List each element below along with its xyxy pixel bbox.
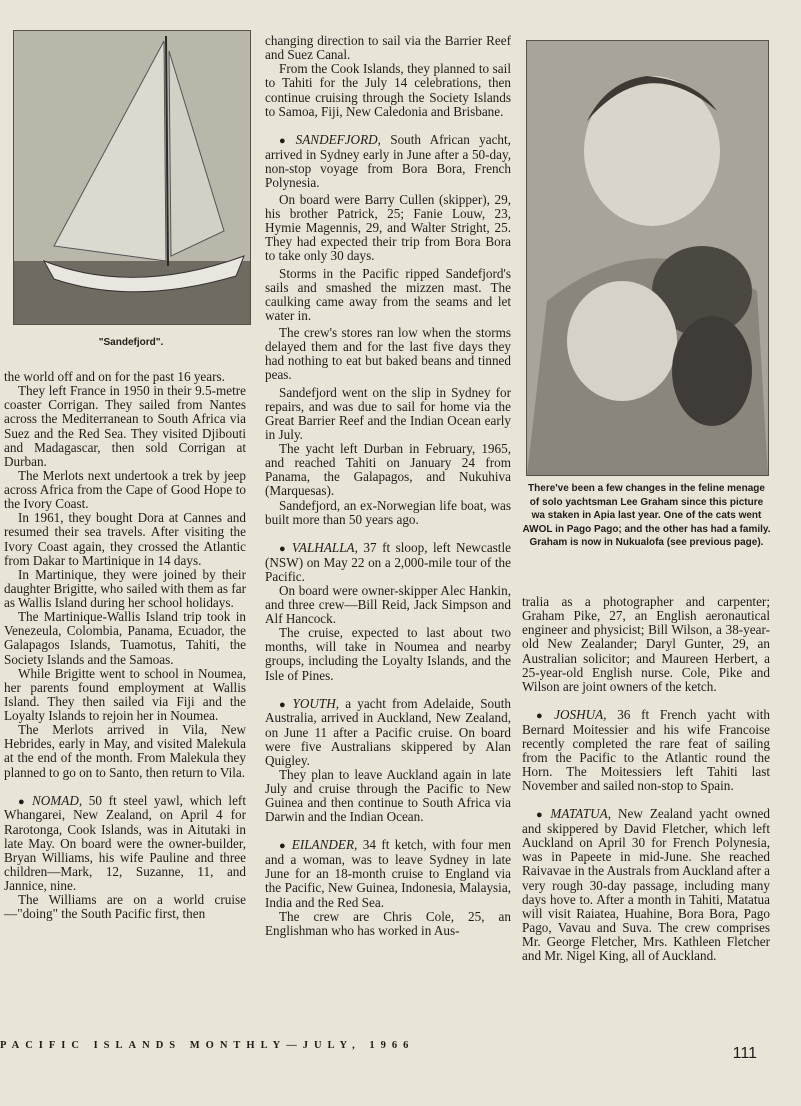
yacht-name: VALHALLA, bbox=[291, 539, 358, 555]
col2-para: The cruise, expected to last about two months, will take in Noumea and nearby groups, including the Loyalty Islands, and the Isle of Pines. bbox=[265, 625, 511, 683]
youth-entry bbox=[265, 697, 511, 768]
col1-para: They left France in 1950 in their 9.5-metre coaster Corrigan. They sailed from Nantes across the Mediterranean to South Africa via Suez and the Red Sea. They visited Djibouti and Madagascar, then sold Corrigan at Durban. bbox=[4, 383, 246, 469]
col1-para: The Merlots arrived in Vila, New Hebrides, early in May, and visited Malekula at the end of the month. From Malekula they planned to go on to Santo, then return to Vila. bbox=[4, 722, 246, 780]
entry-text: 36 ft French yacht with Bernard Moitessier and his wife Francoise recently completed the rare feat of sailing from the Pacific to the Atlantic round the Horn. The Moitessiers left Tahiti last November and sailed non-stop to Spain. bbox=[522, 706, 770, 794]
bullet-icon: ● bbox=[279, 698, 289, 711]
bullet-icon: ● bbox=[279, 542, 288, 555]
col1-para: The Merlots next undertook a trek by jeep across Africa from the Cape of Good Hope to the Ivory Coast. bbox=[4, 467, 246, 512]
col2-para: On board were owner-skipper Alec Hankin, and three crew—Bill Reid, Jack Simpson and Alf Hancock. bbox=[265, 582, 511, 627]
col1-para: In 1961, they bought Dora at Cannes and resumed their sea travels. After visiting the Ivory Coast again, they crossed the Atlantic from Dakar to Martinique in 14 days. bbox=[4, 510, 246, 568]
col2-para: Sandefjord, an ex-Norwegian life boat, was built more than 50 years ago. bbox=[265, 497, 511, 527]
sailboat-photo bbox=[13, 30, 251, 325]
yacht-name: EILANDER, bbox=[291, 837, 358, 853]
yacht-name: SANDEFJORD, bbox=[295, 131, 381, 147]
entry-text: 50 ft steel yawl, which left Whangarei, New Zealand, on April 4 for Rarotonga, Cook Islands, was in Aitutaki in late May. On board were the owner-builder, Bryan Williams, his wife Pauline and three children—Mark, 12, Suzanne, 11, and Jannice, nine. bbox=[4, 792, 246, 894]
col2-para: On board were Barry Cullen (skipper), 29, his brother Patrick, 25; Fanie Louw, 23, Hymie Magennis, 29, and Walter Stright, 25. They had expected their trip from Bora Bora to take only 30 days. bbox=[265, 191, 511, 264]
col2-para: They plan to leave Auckland again in late July and cruise through the Pacific to New Guinea and then continue to South Africa via Darwin and the Indian Ocean. bbox=[265, 766, 511, 825]
nomad-entry bbox=[4, 794, 246, 894]
col1-para: In Martinique, they were joined by their daughter Brigitte, who sailed with them as far as Wallis Island during her school holidays. bbox=[4, 566, 246, 610]
entry-text: a yacht from Adelaide, South Australia, arrived in Auckland, New Zealand, on June 11 after a Pacific cruise. On board were five Australians skippered by Alan Quigley. bbox=[265, 695, 511, 768]
entry-text: New Zealand yacht owned and skippered by David Fletcher, which left Auckland on April 30 for French Polynesia, was in Papeete in mid-June. She reached Raivavae in the Australs from Auckland after a very rough 30-day passage, including many days hove to. After a month in Tahiti, Matatua will visit Raiatea, Huahine, Bora Bora, Pago Pago, Vavau and Suva. The crew comprises Mr. George Fletcher, Mrs. Kathleen Fletcher and Mr. Nigel King, all of Auckland. bbox=[522, 806, 770, 964]
sandefjord-entry bbox=[265, 133, 511, 190]
bullet-icon: ● bbox=[18, 795, 28, 808]
yacht-name: YOUTH, bbox=[292, 695, 340, 711]
col2-para: Sandefjord went on the slip in Sydney for repairs, and was due to sail for home via the Great Barrier Reef and the Indian Ocean early in July. bbox=[265, 384, 511, 442]
entry-text: 37 ft sloop, left Newcastle (NSW) on May 22 on a 2,000-mile tour of the Pacific. bbox=[265, 539, 511, 584]
yacht-name: NOMAD, bbox=[31, 792, 83, 808]
col2-para: The yacht left Durban in February, 1965, and reached Tahiti on January 24 from Panama, the Galapagos, and Nukuhiva (Marquesas). bbox=[265, 441, 511, 499]
col2-para: From the Cook Islands, they planned to sail to Tahiti for the July 14 celebrations, then continue cruising through the Society Islands to Samoa, Fiji, New Caledonia and Brisbane. bbox=[265, 61, 511, 119]
col2-para: The crew are Chris Cole, 25, an Englishman who has worked in Aus- bbox=[265, 908, 511, 938]
entry-text: 34 ft ketch, with four men and a woman, was to leave Sydney in late June for an 18-month cruise to England via the Pacific, New Guinea, Indonesia, Malaysia, India and the Red Sea. bbox=[265, 837, 511, 910]
bullet-icon: ● bbox=[536, 709, 551, 722]
right-photo-caption: There've been a few changes in the feline menage of solo yachtsman Lee Graham since this picture wa staken in Apia last year. One of the cats went AWOL in Pago Pago; and the other has had a family. Graham is now in Nukualofa (see previous page). bbox=[522, 483, 771, 548]
left-photo-caption: "Sandefjord". bbox=[98, 337, 164, 348]
column-1 bbox=[4, 370, 246, 921]
yacht-name: MATATUA, bbox=[550, 806, 612, 822]
col2-para: The crew's stores ran low when the storms delayed them and for the last five days they had nothing to eat but baked beans and tinned peas. bbox=[265, 325, 511, 383]
bullet-icon: ● bbox=[536, 809, 547, 822]
valhalla-entry bbox=[265, 541, 511, 584]
column-2 bbox=[265, 34, 511, 938]
matatua-entry bbox=[522, 807, 770, 963]
column-3 bbox=[522, 595, 770, 963]
col3-para: tralia as a photographer and carpenter; Graham Pike, 27, an English aeronautical engineer and physicist; Bill Wilson, a 38-year-old New Zealander; Daryl Gunter, 29, an Australian solicitor; and Maureen Herbert, a 25-year-old English nurse. Cole, Pike and Wilson are joint owners of the ketch. bbox=[522, 594, 770, 694]
col2-para: Storms in the Pacific ripped Sandefjord's sails and smashed the mizzen mast. The caulking came away from the seams and let water in. bbox=[265, 265, 511, 323]
eilander-entry bbox=[265, 838, 511, 909]
col1-para: The Williams are on a world cruise —"doing" the South Pacific first, then bbox=[4, 892, 246, 922]
sailor-with-cats-photo bbox=[526, 40, 769, 476]
bullet-icon: ● bbox=[279, 840, 288, 853]
col1-para: the world off and on for the past 16 years. bbox=[4, 369, 225, 384]
yacht-name: JOSHUA, bbox=[554, 706, 607, 722]
col1-para: The Martinique-Wallis Island trip took in Venezeula, Colombia, Panama, Ecuador, the Galapagos Islands, Tuamotus, Tahiti, the Society Islands and the Samoas. bbox=[4, 609, 246, 667]
col2-para: changing direction to sail via the Barrier Reef and Suez Canal. bbox=[265, 33, 511, 63]
col1-para: While Brigitte went to school in Noumea, her parents found employment at Wallis Island. They then sailed via Fiji and the Loyalty Islands to rejoin her in Noumea. bbox=[4, 665, 246, 723]
joshua-entry bbox=[522, 708, 770, 793]
entry-text: South African yacht, arrived in Sydney early in June after a 50-day, non-stop voyage from Bora Bora, French Polynesia. bbox=[265, 131, 511, 190]
magazine-footer bbox=[0, 1040, 801, 1060]
bullet-icon: ● bbox=[279, 134, 292, 147]
portrait-illustration bbox=[527, 41, 768, 475]
page-number: 111 bbox=[732, 1045, 757, 1062]
footer-masthead: PACIFIC ISLANDS MONTHLY—JULY, 1966 bbox=[0, 1040, 415, 1051]
sailboat-illustration bbox=[14, 31, 250, 324]
